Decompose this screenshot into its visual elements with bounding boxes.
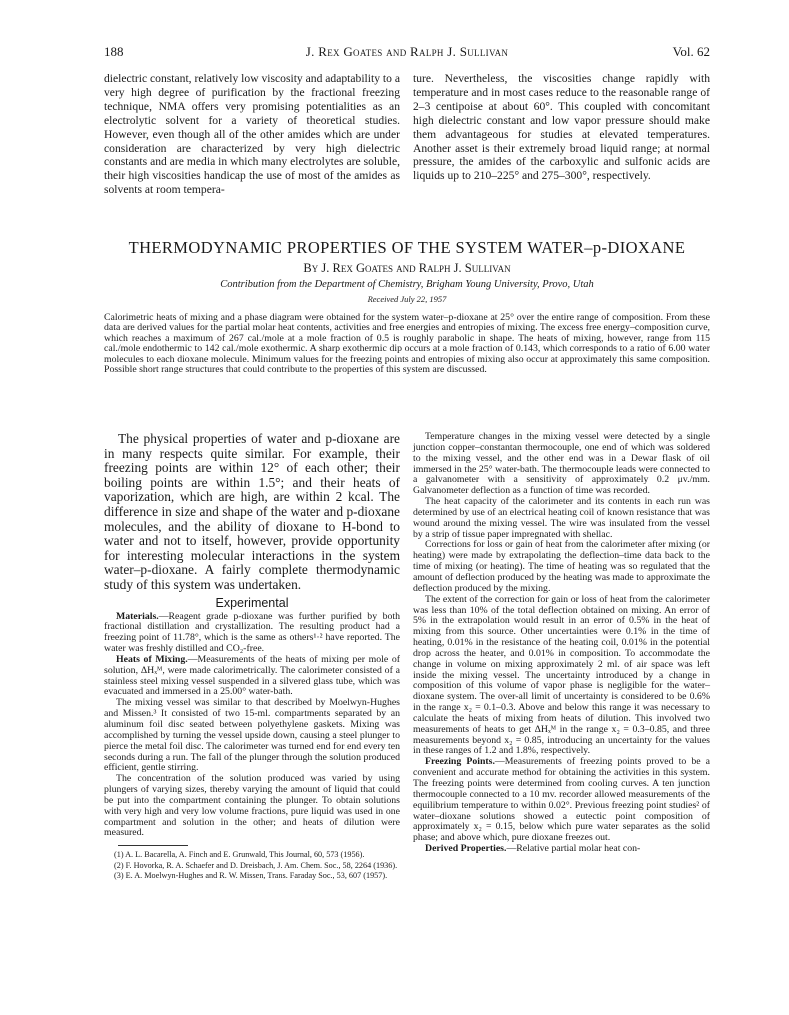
temperature-paragraph: Temperature changes in the mixing vessel were detected by a single junction copper–constantan thermocouple, one end of which was soldered to the mixing vessel, and the other end was in a Dewar flask of oil immersed in the 25° water-bath. The thermocouple leads were connected to a galvanometer with a sensitivity of approximately 0.2 μv./mm. Galvanometer deflection as a function of time was recorded. [413,431,710,497]
extent-paragraph: The extent of the correction for gain or loss of heat from the calorimeter was less than 10% of the total deflection obtained on mixing. An error of 5% in the extrapolation would result in an error of 0.5% in the heat of mixing from this source. Other uncertainties were 0.1% in the time of heating, 0.01% in the resistance of the heating coil, 0.01% in the potential drop across the heater, and 0.01% in composition. To accommodate the change in volume on mixing approximately 2 ml. of air space was left inside the mixing vessel. The uncertainty introduced by a change in composition of this volume of vapor phase is negligible for the water–dioxane system. The over-all limit of uncertainty is considered to be 0.6% in the range x₂ = 0.1–0.3. Above and below this range it was necessary to calculate the heats of mixing from heats of dilution. This involved two measurements of heats to get ΔHₓᴹ in the range x₂ = 0.3–0.85, and three measurements beyond x₂ = 0.85, introducing an uncertainty for the values in these ranges of 1.2 and 1.8%, respectively. [413,593,710,757]
materials-paragraph [104,612,400,655]
heats-text: —Measurements of the heats of mixing per mole of solution, ΔHₓᴹ, were made calorimetrically. The calorimeter consisted of a stainless steel mixing vessel suspended in a silvered glass tube, which was evacuated and immersed in a 25.00° water-bath. [104,653,400,698]
section-heading-experimental: Experimental [215,595,289,610]
footnote: (2) F. Hovorka, R. A. Schaefer and D. Dreisbach, J. Am. Chem. Soc., 58, 2264 (1936). [114,860,398,870]
intro-paragraph: The physical properties of water and p-dioxane are in many respects quite similar. For example, their freezing points are within 12° of each other; their boiling points are within 1.5°; and their heats of vaporization, which are high, are within 2 kcal. The difference in size and shape of the water and p-dioxane molecules, and the ability of dioxane to H-bond to water and not to itself, however, provide opportunity for interesting molecular interactions in the system water–p-dioxane. A fairly complete thermodynamic study of this system was undertaken. [104,431,400,592]
freezing-label: Freezing Points. [425,756,495,768]
freezing-text: —Measurements of freezing points proved to be a convenient and accurate method for obtaining the activities in this system. The freezing points were determined from cooling curves. A ten junction thermocouple connected to a 10 mv. recorder allowed measurements of the equilibrium temperature to within 0.02°. Previous freezing point studies² of water–dioxane solutions showed a eutectic point composition of approximately x₂ = 0.15, below which pure water separates as the solid phase; and above which, pure dioxane freezes out. [413,756,710,844]
materials-label: Materials. [116,610,159,622]
materials-text: —Reagent grade p-dioxane was further purified by both fractional distillation and crystallization. The resulting product had a freezing point of 11.78°, which is the same as others¹·² have reported. The water was freshly distilled and CO₂-free. [104,610,400,655]
body-right-column [413,432,710,855]
page-number: 188 [104,44,124,59]
heat-capacity-paragraph: The heat capacity of the calorimeter and its contents in each run was determined by use of an electrical heating coil of known resistance that was wound around the mixing vessel. The wire was insulated from the vessel by a strip of tissue paper impregnated with shellac. [413,496,710,540]
body-left-column [104,432,400,881]
footnotes [104,850,400,881]
received-date: Received July 22, 1957 [367,294,447,304]
previous-article-text-left: dielectric constant, relatively low viscosity and adaptability to a very high degree of purification by the fractional freezing technique, NMA offers very promising potentialities as an electrolytic solvent for a variety of theoretical studies. However, even though all of the other amides which are under consideration are characterized by very high dielectric constants and are media in which many electrolytes are soluble, their high viscosities handicap the use of most of the amides as solvents at room tempera- [104,72,400,197]
derived-label: Derived Properties. [425,843,507,855]
previous-article-right-column [413,72,710,183]
article-affiliation: Contribution from the Department of Chemistry, Brigham Young University, Provo, Utah [220,279,594,290]
article-byline: By J. Rex Goates and Ralph J. Sullivan [303,261,511,275]
freezing-paragraph [413,757,710,844]
heats-paragraph [104,655,400,698]
running-head-authors: J. Rex Goates and Ralph J. Sullivan [305,44,509,59]
previous-article-text-right: ture. Nevertheless, the viscosities change rapidly with temperature and in most cases reduce to the reasonable range of 2–3 centipoise at about 60°. This coupled with concomitant high dielectric constant and low vapor pressure should make them advantageous for studies at elevated temperatures. Another asset is their extremely broad liquid range; at normal pressure, the amides of the carboxylic and sulfonic acids are liquids up to 210–225° and 275–300°, respectively. [413,72,710,183]
derived-paragraph [413,844,710,855]
previous-article-left-column [104,72,400,197]
volume-number: Vol. 62 [672,44,710,59]
derived-text: —Relative partial molar heat con- [506,843,641,855]
mixing-vessel-paragraph: The mixing vessel was similar to that described by Moelwyn-Hughes and Missen.³ It consisted of two 15-ml. compartments separated by an aluminum foil disc seated between polyethylene gaskets. Mixing was accomplished by turning the vessel upside down, causing a steel plunger to pierce the metal foil disc. The calorimeter was turned end for end every ten seconds during a run. The fall of the plunger through the solution produced efficient, gentle stirring. [104,697,400,774]
concentration-paragraph: The concentration of the solution produced was varied by using plungers of varying sizes, thereby varying the amount of liquid that could be put into the compartment containing the plunger. To obtain solutions with very high and very low volume fractions, pure liquid was used in one compartment and solution in the other; and heats of dilution were measured. [104,773,400,839]
heats-label: Heats of Mixing. [116,653,188,665]
corrections-paragraph: Corrections for loss or gain of heat from the calorimeter after mixing (or heating) were made by extrapolating the deflection–time data back to the time of mixing (or heating). The time of heating was so regulated that the amount of deflection produced by the heating was made to approximate the deflection produced by the mixing. [413,539,710,594]
abstract: Calorimetric heats of mixing and a phase diagram were obtained for the system water–p-dioxane at 25° over the entire range of composition. From these data are derived values for the partial molar heat contents, activities and free energies and entropies of mixing. The excess free energy–composition curve, which reaches a maximum of 267 cal./mole at a mole fraction of 0.5 is roughly parabolic in shape. The heats of mixing, however, range from 115 cal./mole endothermic to 142 cal./mole exothermic. A sharp exothermic dip occurs at a mole fraction of 0.143, which corresponds to a ratio of 6.00 water molecules to each dioxane molecule. Minimum values for the freezing points and entropies of mixing also occur at approximately this same composition. Possible short range structures that could contribute to the properties of this system are discussed. [104,312,710,376]
footnote: (3) E. A. Moelwyn-Hughes and R. W. Missen, Trans. Faraday Soc., 53, 607 (1957). [114,870,388,880]
article-title: THERMODYNAMIC PROPERTIES OF THE SYSTEM WATER–p-DIOXANE [128,238,686,257]
footnote-rule [118,845,188,846]
footnote: (1) A. L. Bacarella, A. Finch and E. Grunwald, This Journal, 60, 573 (1956). [114,850,365,860]
running-head [104,44,710,60]
